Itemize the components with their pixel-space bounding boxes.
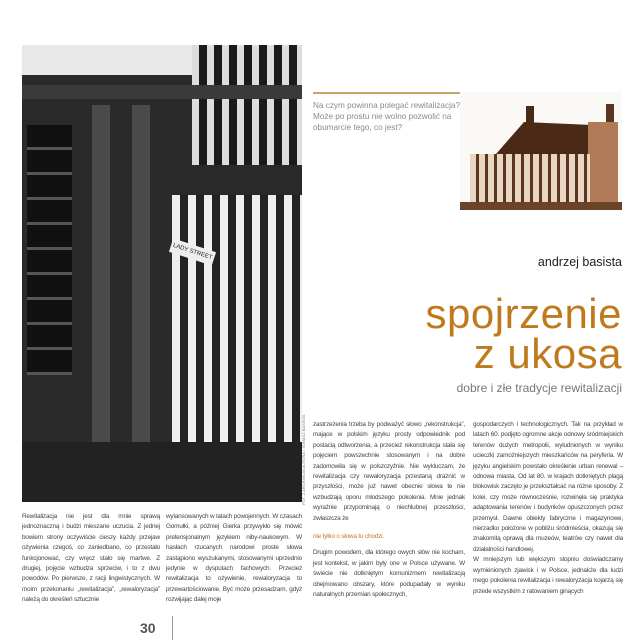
photo-brick-base xyxy=(22,442,302,502)
photo-beam xyxy=(22,85,302,99)
title-line-2: z ukosa xyxy=(473,330,622,377)
photo-carved-post xyxy=(132,105,150,465)
photo-carved-post xyxy=(92,105,110,465)
page-number: 30 xyxy=(140,620,156,636)
article-subtitle: dobre i złe tradycje rewitalizacji xyxy=(456,381,622,395)
text-column-2 xyxy=(166,512,302,606)
timber-building-photo xyxy=(22,45,302,502)
photo-timber-wall xyxy=(172,195,302,465)
paragraph: gospodarczych i technologicznych. Tak na przykład w latach 60. podjęto ogromne akcje odnowy śródmiejskich terenów dużych metropolii, wyludnionych w wyniku ucieczki zamożniejszych mieszkańców na peryferia. W języku angielskim powstało określenie urban renewal – odnowa miasta. Od lat 80. w krajach dotkniętych plagą blokowisk zaczęto je przekształcać na różne sposoby. Z kolei, czy może równocześnie, rozwinęła się praktyka adaptowania terenów i budynków opuszczonych przez przemysł. Dawne obiekty fabryczne i magazynowe, nierzadko położone w pobliżu śródmieścia, okazują się znakomitą oprawą dla muzeów, teatrów czy nawet dla działalności handlowej. xyxy=(473,421,623,553)
photo-credit: FOT. Z ARCHIWUM AUTORA / TOMASZ BASISTA xyxy=(301,414,306,505)
highlight-phrase: nie tylko o słowa tu chodzi. xyxy=(313,533,384,541)
text-column-4 xyxy=(473,420,623,597)
photo-upper-timber xyxy=(192,45,302,165)
author-name: andrzej basista xyxy=(537,255,622,269)
photo-window xyxy=(27,125,72,375)
pull-quote-rule xyxy=(313,92,471,94)
photo-timber-walls xyxy=(470,154,590,204)
paragraph: Rewitalizacja nie jest dla mnie sprawą jednoznaczną i budzi mieszane uczucia. Z jednej bowiem strony oczywiście cieszy każdy przejaw ożywienia czegoś, co zaniedbano, co przestało funkcjonować, czy wręcz stało się martwe. Z drugiej, pojęcie wzbudza sprzeciw, i to z dwu powodów. Po pierwsze, z racji lingwistycznych. W moim przekonaniu „rewitalizacja”, „rewaloryzacja” należą do określeń sztucznie xyxy=(22,513,160,604)
photo-side-wall xyxy=(588,122,618,204)
paragraph: Drugim powodem, dla którego owych słów nie kocham, jest kontekst, w jakim były one w Polsce używane. W świecie nie dotkniętym komunizmem rewitalizacją obejmowano obszary, które podupadały w wyniku naturalnych przemian społecznych, xyxy=(313,549,465,599)
text-column-1 xyxy=(22,512,160,606)
title-line-1: spojrzenie xyxy=(425,290,622,337)
sepia-house-photo xyxy=(460,92,622,210)
text-column-3 xyxy=(313,420,465,601)
paragraph: wylansowanych w latach powojennych. W czasach Gomułki, a później Gierka przywykło się mówić pretensjonalnym językiem niby-naukowym. W hasłach rzucanych narodowi proste słowa zastąpiono wyszukanymi, stosowanymi uprzednio jedynie w dysputach fachowych. Przecież rewitalizacja to ożywienie, rewaloryzacja to przewartościowanie. Być może przesadzam, gdyż rozwijając dalej moje xyxy=(166,513,302,604)
paragraph: zastrzeżenia trzeba by podważyć słowo „rekonstrukcja”, mające w polskim języku prosty odpowiednik pod postacią odtworzenia, a przecież rekonstrukcja stała się pojęciem powszechnie stosowanym i na dobre zadomowiła się w polszczyźnie. Nie wykluczam, że rewitalizacja czy rewaloryzacja przestaną drażnić w przyszłości, może już nawet obecnie słowa te nie wzbudzają oporu młodszego pokolenia. Mnie jednak wyraźnie przypominają o niechlubnej przeszłości, zwłaszcza że xyxy=(313,421,465,522)
pull-quote: Na czym powinna polegać rewitalizacja? Może po prostu nie wolno pozwolić na obumarcie tego, co jest? xyxy=(313,101,460,132)
article-title xyxy=(425,290,622,377)
street-sign: LADY STREET xyxy=(169,238,216,265)
paragraph: W mniejszym lub większym stopniu doświadczamy wymienionych zjawisk i w Polsce, jednakże dla ludzi mego pokolenia rewitalizacja i rewaloryzacja kojarzą się przede wszystkim z ratowaniem ginących xyxy=(473,556,623,595)
photo-ground xyxy=(460,202,622,210)
page-number-divider xyxy=(172,616,173,640)
